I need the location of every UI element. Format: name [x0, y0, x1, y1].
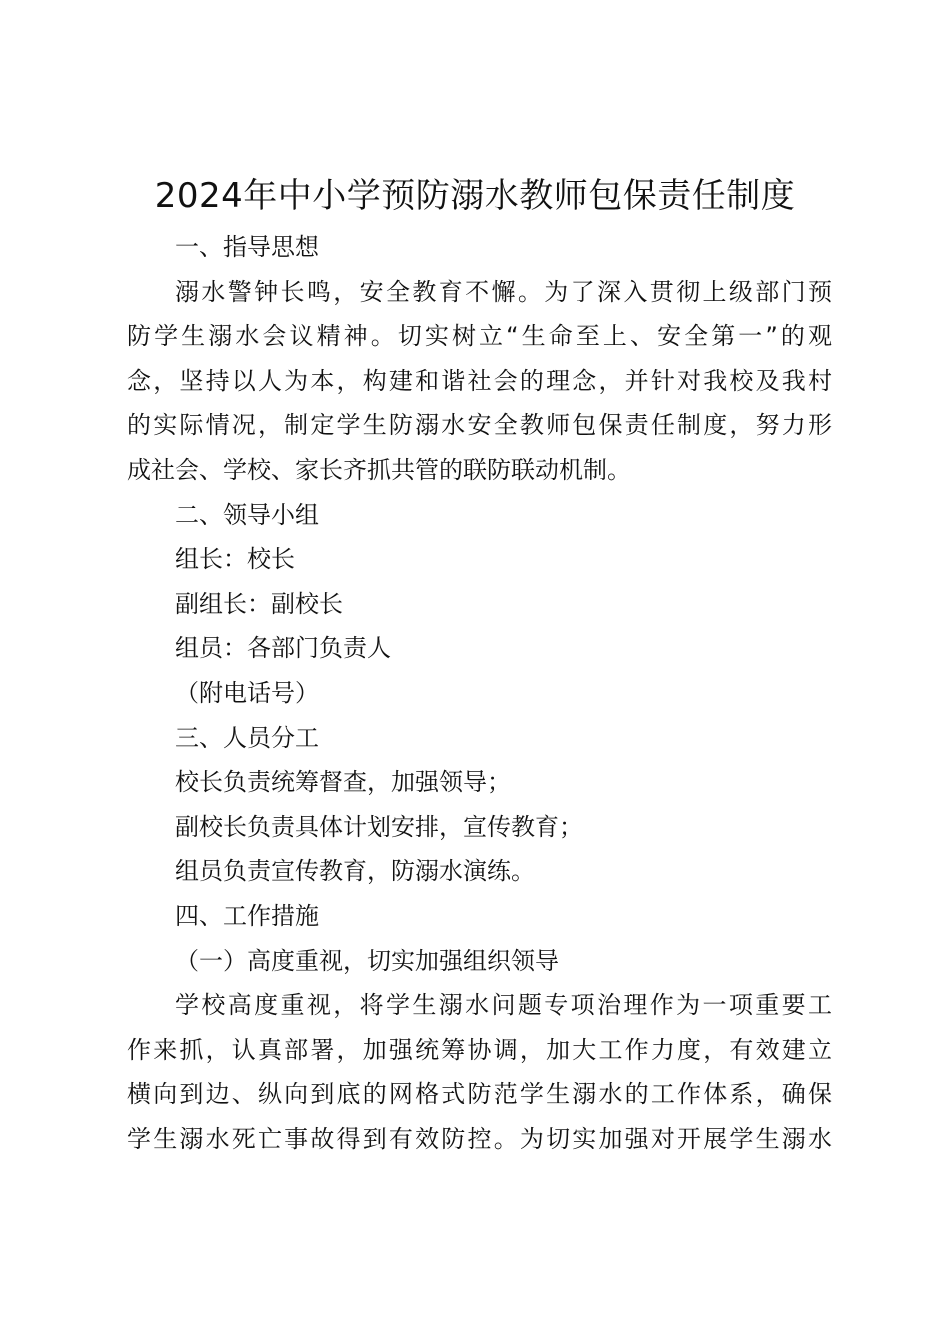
paragraph-line: 学生溺水死亡事故得到有效防控。为切实加强对开展学生溺水	[127, 1124, 832, 1153]
section-heading-guiding-ideology: 一、指导思想	[175, 233, 319, 261]
paragraph-work-measures	[127, 983, 832, 1161]
paragraph-guiding-ideology	[127, 270, 832, 493]
members-line: 组员：各部门负责人	[175, 634, 391, 663]
document-title: 2024年中小学预防溺水教师包保责任制度	[154, 176, 796, 216]
division-item-principal: 校长负责统筹督查，加强领导；	[175, 768, 511, 797]
document-body	[127, 225, 832, 1161]
section-heading-division-of-labor: 三、人员分工	[175, 723, 319, 752]
section-heading-work-measures: 四、工作措施	[175, 901, 319, 930]
deputy-leader-line: 副组长：副校长	[175, 589, 343, 618]
paragraph-line: 溺水警钟长鸣，安全教育不懈。为了深入贯彻上级部门预	[175, 277, 832, 306]
paragraph-line: 横向到边、纵向到底的网格式防范学生溺水的工作体系，确保	[127, 1080, 832, 1109]
phone-note: （附电话号）	[175, 678, 319, 707]
paragraph-line: 学校高度重视，将学生溺水问题专项治理作为一项重要工	[175, 991, 832, 1020]
subsection-heading-attention: （一）高度重视，切实加强组织领导	[175, 946, 559, 975]
leader-line: 组长：校长	[175, 545, 295, 574]
section-heading-leadership-group: 二、领导小组	[175, 500, 319, 529]
paragraph-line: 防学生溺水会议精神。切实树立“生命至上、安全第一”的观	[127, 322, 832, 351]
paragraph-line: 念，坚持以人为本，构建和谐社会的理念，并针对我校及我村	[127, 366, 832, 395]
paragraph-line: 作来抓，认真部署，加强统筹协调，加大工作力度，有效建立	[127, 1035, 832, 1064]
division-item-members: 组员负责宣传教育，防溺水演练。	[175, 857, 535, 886]
division-item-vice-principal: 副校长负责具体计划安排，宣传教育；	[175, 812, 583, 841]
paragraph-line: 成社会、学校、家长齐抓共管的联防联动机制。	[127, 455, 631, 484]
paragraph-line: 的实际情况，制定学生防溺水安全教师包保责任制度，努力形	[127, 411, 832, 440]
